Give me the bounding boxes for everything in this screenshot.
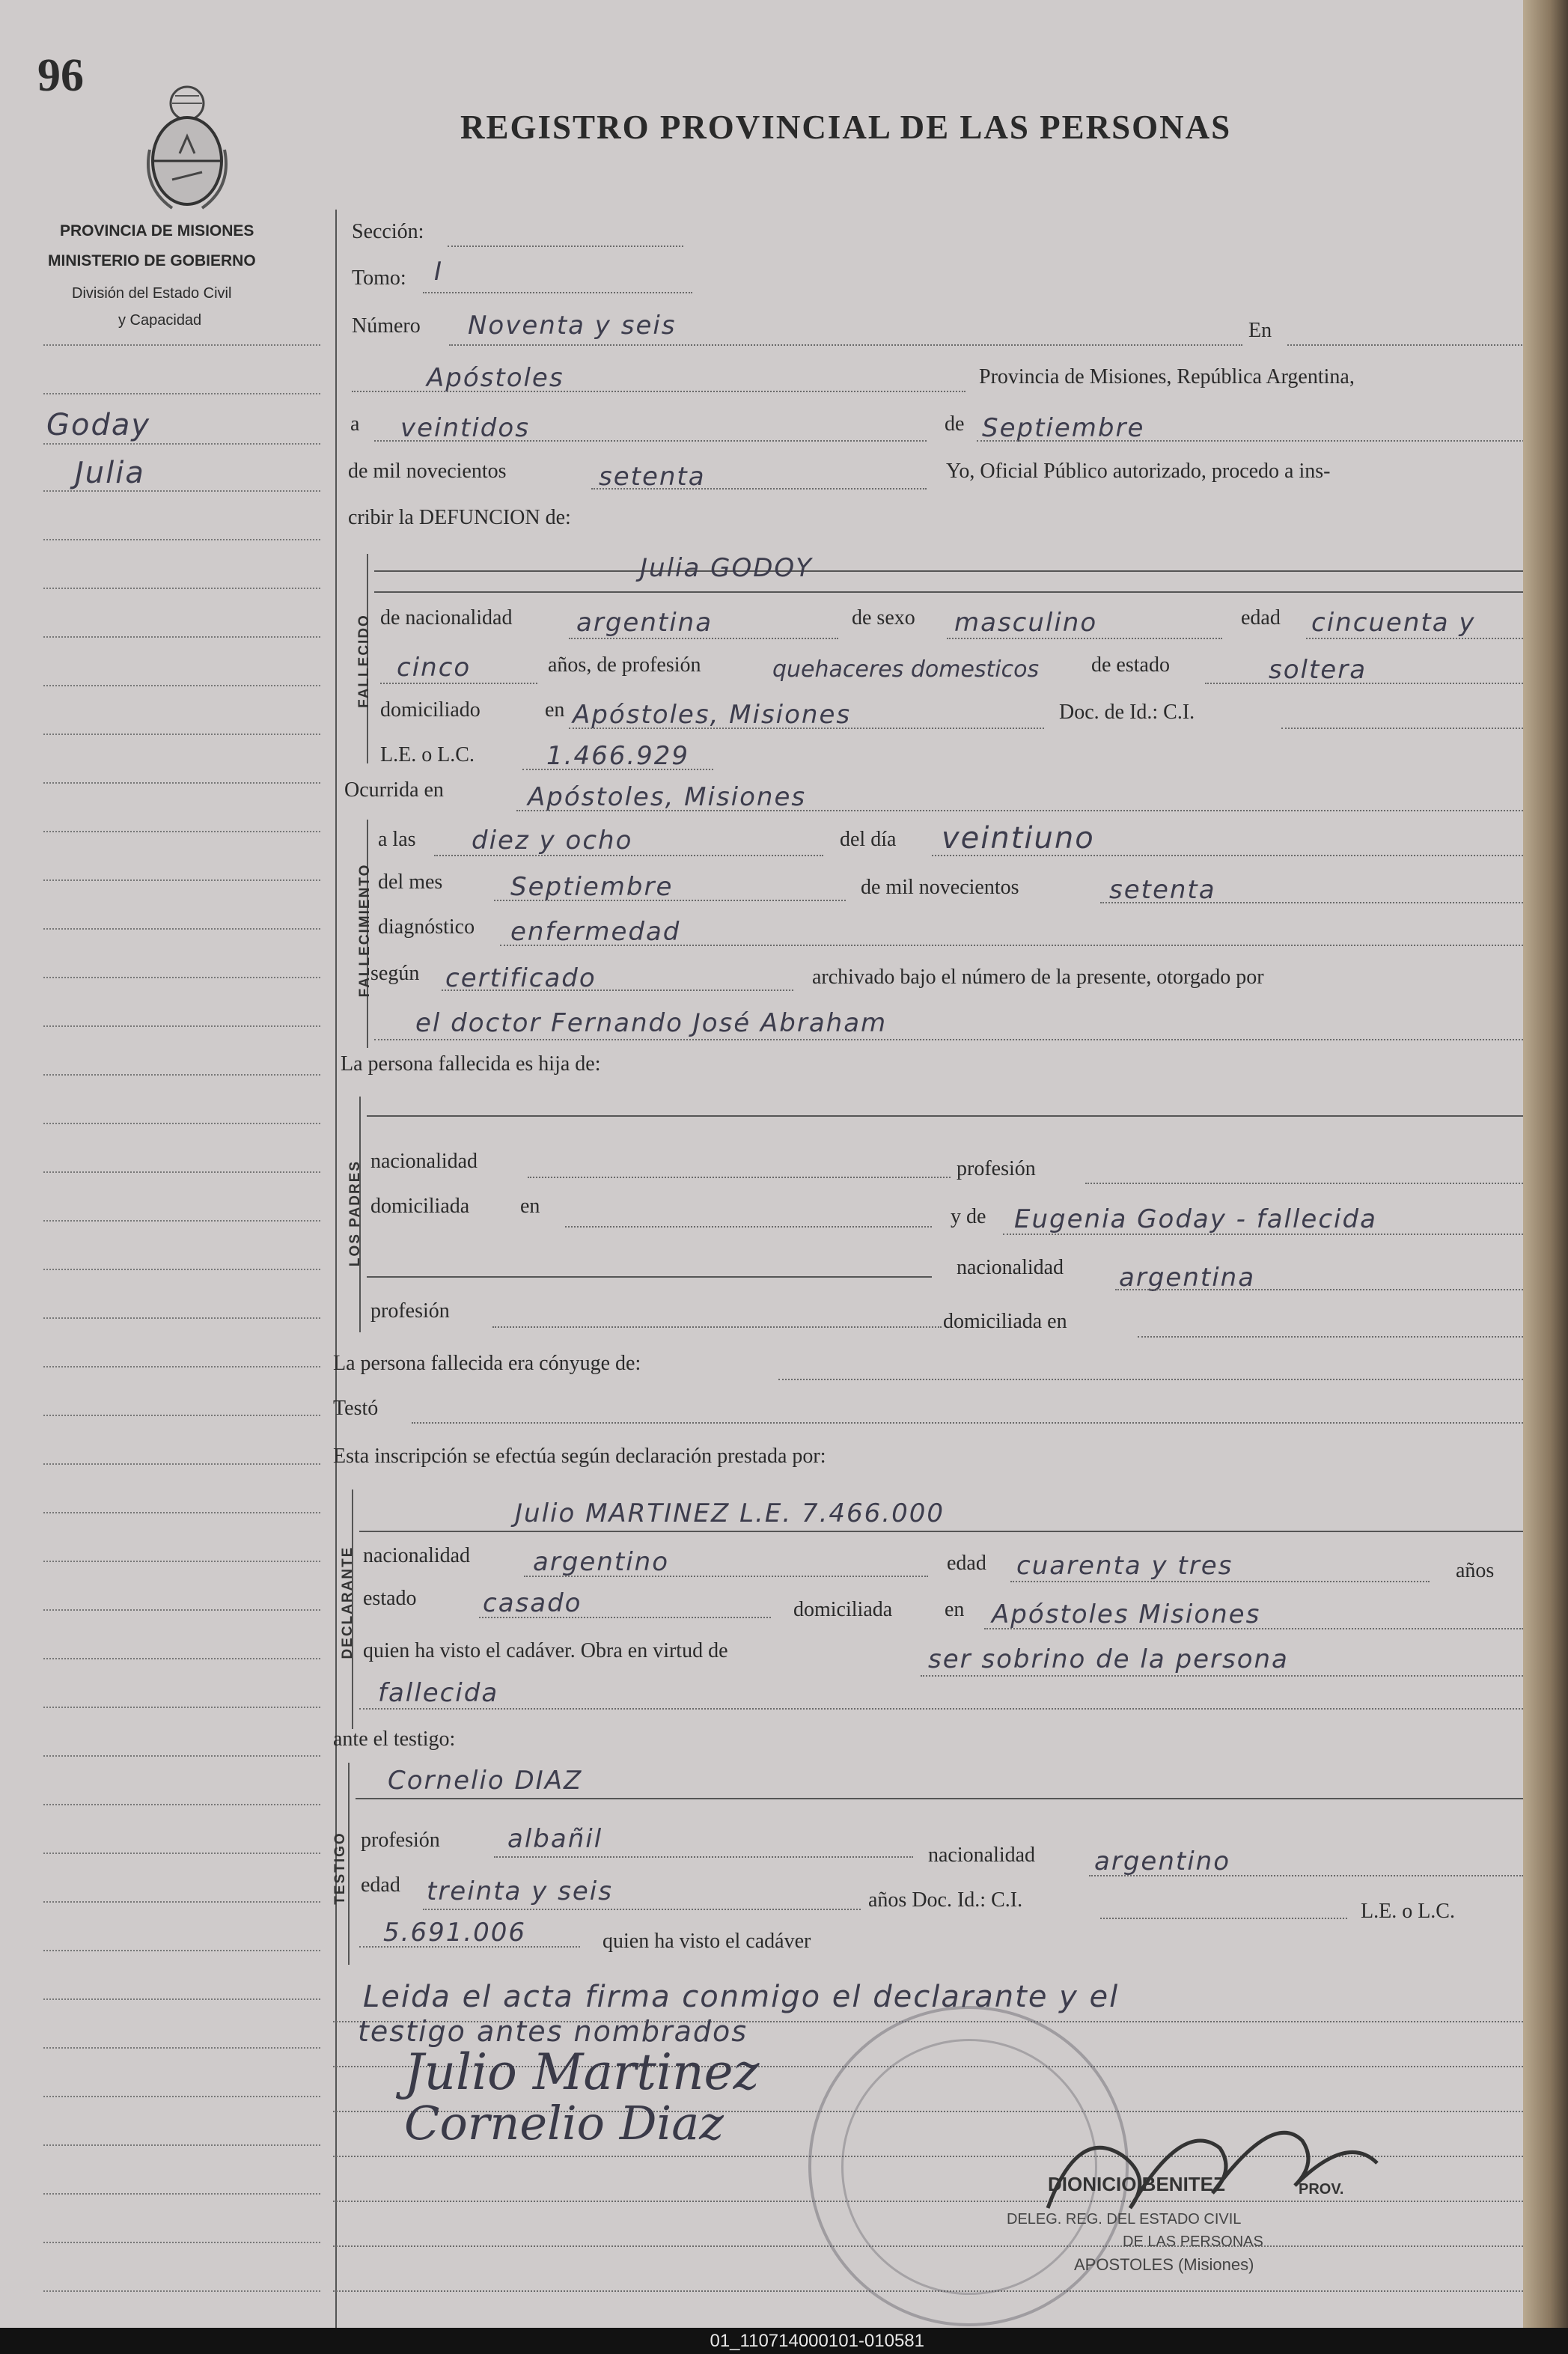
label-m-profesion: profesión bbox=[370, 1299, 450, 1323]
value-d-domicilio: Apóstoles Misiones bbox=[992, 1600, 1261, 1629]
value-testigo: Cornelio DIAZ bbox=[388, 1766, 583, 1796]
value-difunto: Julia GODOY bbox=[640, 553, 813, 583]
closing-line-2: testigo antes nombrados bbox=[358, 2015, 748, 2048]
margin-surname: Goday bbox=[46, 408, 151, 442]
label-y-de: y de bbox=[951, 1205, 986, 1228]
label-domiciliado: domiciliado bbox=[380, 698, 481, 722]
label-p-nacionalidad: nacionalidad bbox=[370, 1150, 478, 1173]
value-numero: Noventa y seis bbox=[468, 311, 677, 341]
value-domicilio: Apóstoles, Misiones bbox=[573, 700, 852, 730]
margin-given-name: Julia bbox=[75, 456, 145, 490]
side-label-padres: LOS PADRES bbox=[347, 1159, 363, 1267]
image-id-caption: 01_110714000101-010581 bbox=[710, 2331, 924, 2351]
label-ante-testigo: ante el testigo: bbox=[333, 1728, 456, 1751]
label-archivado: archivado bajo el número de la presente, otorgado por bbox=[812, 966, 1264, 989]
value-d-motivo-2: fallecida bbox=[378, 1678, 499, 1708]
label-de-mil: de mil novecientos bbox=[348, 460, 507, 483]
label-tomo: Tomo: bbox=[352, 266, 406, 290]
label-t-edad: edad bbox=[361, 1873, 400, 1897]
label-a-las: a las bbox=[378, 828, 416, 851]
value-ocurrida: Apóstoles, Misiones bbox=[528, 782, 807, 812]
value-diagnostico: enfermedad bbox=[510, 917, 681, 947]
label-edad: edad bbox=[1241, 606, 1281, 629]
label-le-lc: L.E. o L.C. bbox=[380, 743, 475, 766]
label-nacionalidad: de nacionalidad bbox=[380, 606, 513, 629]
document-title: REGISTRO PROVINCIAL DE LAS PERSONAS bbox=[460, 109, 1232, 146]
witness-signature: Cornelio Diaz bbox=[404, 2096, 724, 2150]
value-nacionalidad: argentina bbox=[576, 608, 713, 638]
value-medico: el doctor Fernando José Abraham bbox=[415, 1008, 888, 1038]
label-d-anos: años bbox=[1456, 1559, 1495, 1582]
label-p-en: en bbox=[520, 1195, 540, 1218]
capacity-heading: y Capacidad bbox=[118, 312, 202, 329]
stamp-name: DIONICIO BENITEZ bbox=[1048, 2173, 1225, 2195]
label-provincia: Provincia de Misiones, República Argentina, bbox=[979, 365, 1355, 388]
book-binding bbox=[1523, 0, 1568, 2328]
stamp-role: PROV. bbox=[1299, 2181, 1344, 2198]
label-testo: Testó bbox=[333, 1397, 379, 1420]
label-oficial: Yo, Oficial Público autorizado, procedo a ins- bbox=[946, 460, 1331, 483]
label-del-mes: del mes bbox=[378, 870, 443, 894]
value-mes-fall: Septiembre bbox=[510, 872, 674, 902]
value-lugar: Apóstoles bbox=[427, 363, 564, 393]
folio-number: 96 bbox=[37, 50, 84, 101]
value-madre: Eugenia Goday - fallecida bbox=[1014, 1204, 1377, 1234]
side-label-testigo: TESTIGO bbox=[332, 1832, 348, 1905]
value-profesion: quehaceres domesticos bbox=[772, 656, 1040, 683]
label-d-estado: estado bbox=[363, 1587, 417, 1610]
label-inscribir: cribir la DEFUNCION de: bbox=[348, 506, 571, 529]
label-d-edad: edad bbox=[947, 1552, 986, 1575]
value-d-motivo-1: ser sobrino de la persona bbox=[928, 1644, 1289, 1674]
image-caption-bar bbox=[0, 2328, 1568, 2354]
value-segun: certificado bbox=[445, 963, 597, 993]
ministry-heading: MINISTERIO DE GOBIERNO bbox=[48, 252, 256, 269]
label-t-profesion: profesión bbox=[361, 1829, 440, 1852]
label-d-domiciliada: domiciliada bbox=[793, 1598, 893, 1621]
province-heading: PROVINCIA DE MISIONES bbox=[60, 222, 254, 240]
value-t-profesion: albañil bbox=[507, 1824, 603, 1854]
value-t-edad: treinta y seis bbox=[427, 1876, 613, 1906]
value-tomo: I bbox=[434, 257, 444, 287]
label-de: de bbox=[945, 412, 965, 436]
value-sexo: masculino bbox=[954, 608, 1098, 638]
coat-of-arms-icon bbox=[142, 82, 232, 213]
label-domicilio-en: en bbox=[545, 698, 565, 722]
value-dia: veintidos bbox=[400, 413, 530, 443]
value-anio: setenta bbox=[599, 462, 706, 492]
value-mes: Septiembre bbox=[982, 413, 1145, 443]
label-numero: Número bbox=[352, 314, 421, 338]
value-estado: soltera bbox=[1269, 655, 1367, 685]
label-estado: de estado bbox=[1091, 653, 1170, 677]
label-declaracion: Esta inscripción se efectúa según declaración prestada por: bbox=[333, 1445, 826, 1468]
stamp-line-3: APOSTOLES (Misiones) bbox=[1074, 2255, 1254, 2274]
official-signature-icon bbox=[1033, 2096, 1407, 2230]
label-ocurrida: Ocurrida en bbox=[344, 778, 444, 802]
declarant-signature: Julio Martinez bbox=[404, 2043, 760, 2101]
division-heading: División del Estado Civil bbox=[72, 285, 232, 302]
label-del-dia: del día bbox=[840, 828, 897, 851]
value-t-le-lc: 5.691.006 bbox=[383, 1918, 527, 1948]
label-hija-de: La persona fallecida es hija de: bbox=[341, 1052, 601, 1076]
label-d-nacionalidad: nacionalidad bbox=[363, 1544, 471, 1567]
value-anio-fall: setenta bbox=[1109, 875, 1216, 905]
side-label-fallecido: FALLECIDO bbox=[356, 614, 372, 708]
stamp-line-2: DE LAS PERSONAS bbox=[1123, 2233, 1263, 2250]
label-a: a bbox=[350, 412, 360, 436]
label-seccion: Sección: bbox=[352, 220, 424, 243]
label-doc-id: Doc. de Id.: C.I. bbox=[1059, 701, 1195, 724]
label-conyuge: La persona fallecida era cónyuge de: bbox=[333, 1352, 641, 1375]
value-declarante: Julio MARTINEZ L.E. 7.466.000 bbox=[515, 1498, 945, 1528]
label-p-domiciliada: domiciliada bbox=[370, 1195, 470, 1218]
value-edad-2: cinco bbox=[397, 653, 472, 683]
value-madre-nacionalidad: argentina bbox=[1119, 1263, 1256, 1293]
closing-line-1: Leida el acta firma conmigo el declarante y el bbox=[363, 1980, 1120, 2014]
label-m-domiciliada: domiciliada en bbox=[943, 1310, 1067, 1333]
label-diagnostico: diagnóstico bbox=[378, 915, 475, 939]
label-d-en: en bbox=[945, 1598, 965, 1621]
label-t-visto: quien ha visto el cadáver bbox=[603, 1930, 811, 1953]
label-t-le-lc: L.E. o L.C. bbox=[1361, 1900, 1455, 1923]
label-t-anos-doc: años Doc. Id.: C.I. bbox=[868, 1888, 1023, 1912]
label-sexo: de sexo bbox=[852, 606, 915, 629]
label-segun: según bbox=[370, 962, 420, 985]
side-label-fallecimiento: FALLECIMIENTO bbox=[357, 863, 373, 998]
value-le-lc: 1.466.929 bbox=[546, 741, 690, 771]
label-p-profesion: profesión bbox=[957, 1157, 1036, 1180]
value-dia-fall: veintiuno bbox=[942, 821, 1095, 856]
label-d-visto: quien ha visto el cadáver. Obra en virtud de bbox=[363, 1639, 728, 1662]
label-t-nacionalidad: nacionalidad bbox=[928, 1844, 1036, 1867]
value-hora: diez y ocho bbox=[472, 826, 633, 856]
label-de-mil-2: de mil novecientos bbox=[861, 876, 1019, 899]
stamp-line-1: DELEG. REG. DEL ESTADO CIVIL bbox=[1007, 2211, 1242, 2228]
value-d-estado: casado bbox=[483, 1588, 582, 1618]
label-en: En bbox=[1248, 319, 1272, 342]
value-t-nacionalidad: argentino bbox=[1094, 1847, 1230, 1876]
label-m-nacionalidad: nacionalidad bbox=[957, 1256, 1064, 1279]
value-d-nacionalidad: argentino bbox=[533, 1547, 669, 1577]
side-label-declarante: DECLARANTE bbox=[340, 1546, 356, 1659]
value-d-edad: cuarenta y tres bbox=[1016, 1551, 1233, 1581]
value-edad-1: cincuenta y bbox=[1311, 608, 1476, 638]
label-anos-profesion: años, de profesión bbox=[548, 653, 701, 677]
